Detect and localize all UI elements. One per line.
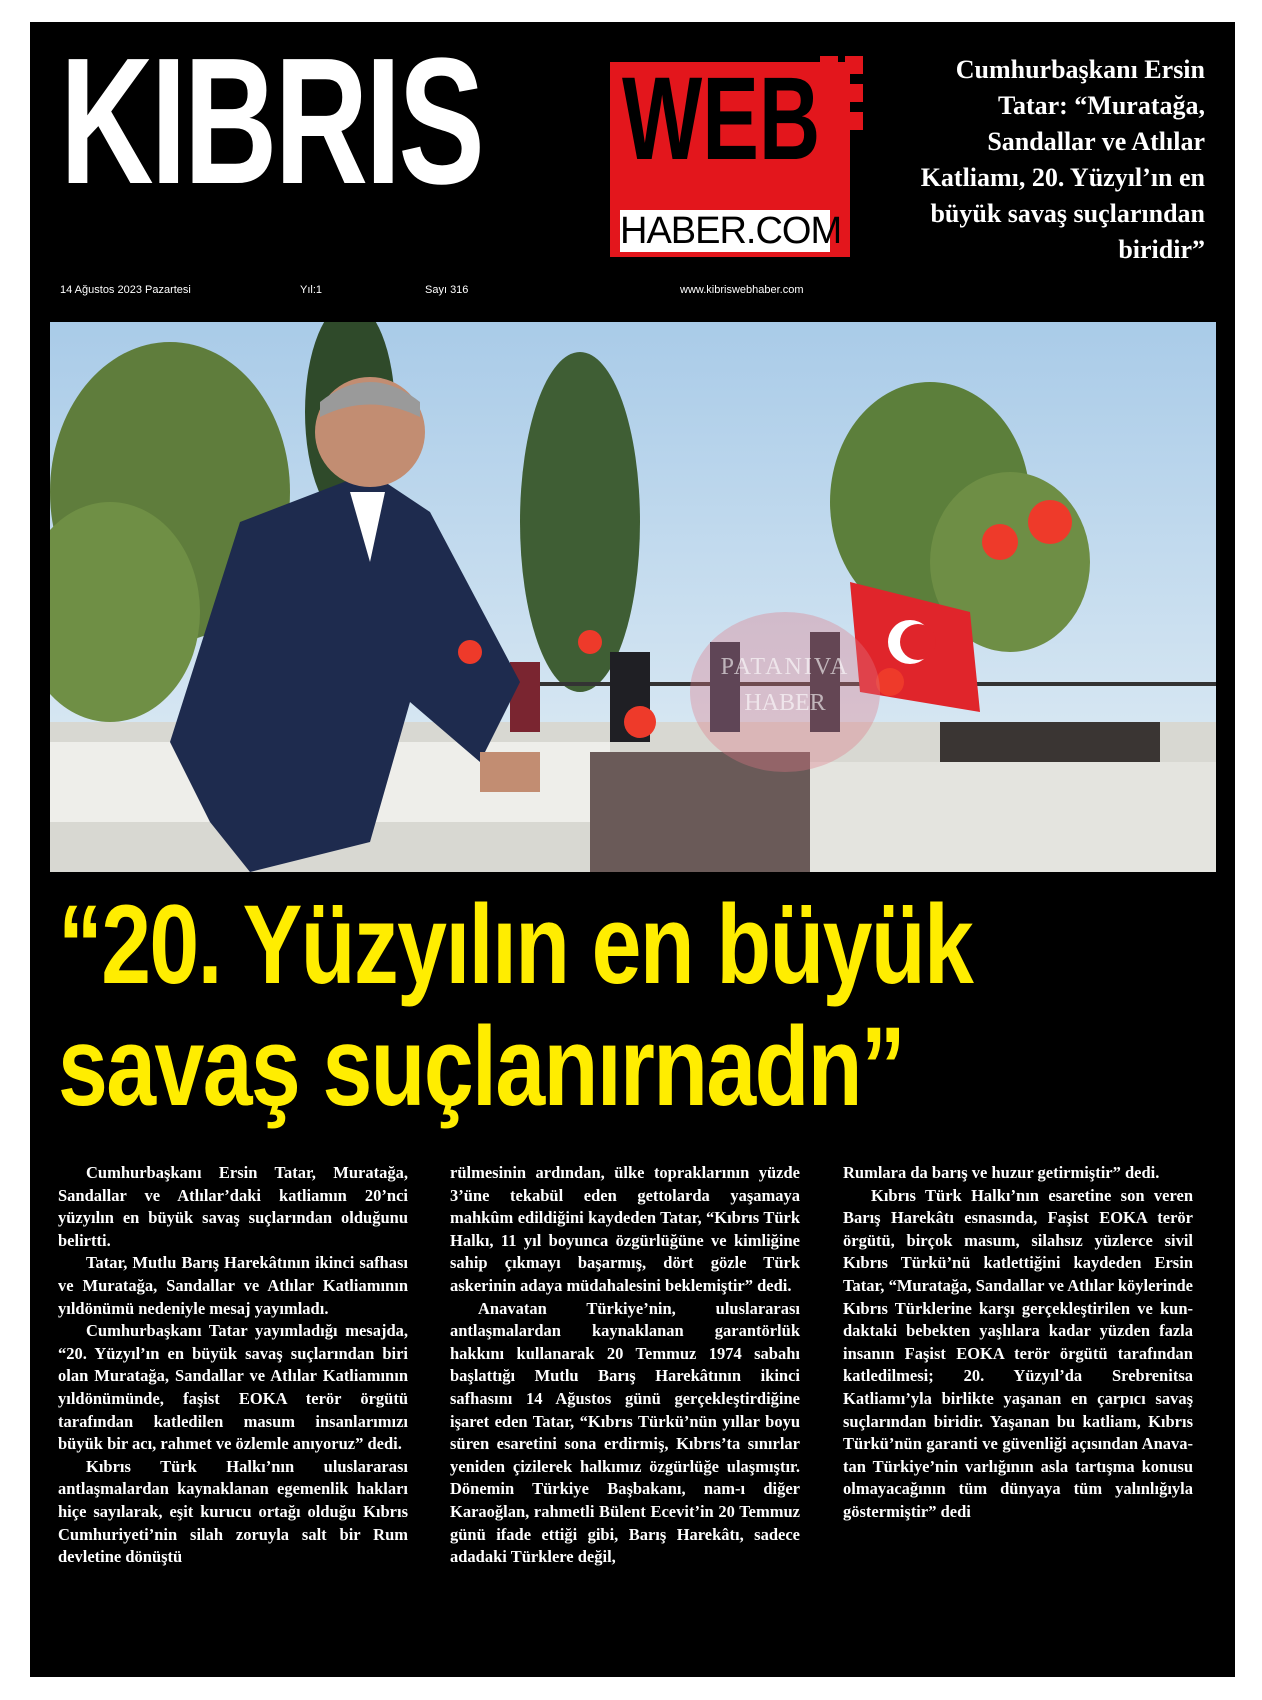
headline-line-1: “20. Yüzyılın en büyük bbox=[58, 882, 973, 1007]
photo-watermark bbox=[690, 612, 880, 772]
article-paragraph: Kıbrıs Türk Halkı’nın esaretine son veren Barış Harekâtı esnasında, Faşist EOKA terör örgütü, birçok masum, silahsız yüzlerce sivil Kıbrıs Türkü’nü katlettiğini kaydeden Ersin Tatar, “Muratağa, Sandallar ve Atlılar köylerinde Kıbrıs Türklerine karşı gerçekleştirilen ve kundaktaki bebekten yaşlılara kadar yüzden fazla insanın Faşist EOKA terör örgütü tarafından katledilmesi; 20. Yüzyıl’da Srebrenitsa Katliamı’yla birlikte yaşanan en çarpıcı savaş suçlarından biridir. Yaşanan bu katliam, Kıbrıs Türkü’nün garanti ve güvenliği açısından Anavatan Türkiye’nin varlığının asla tartışma konusu olmayacağının tüm dünyaya tüm yalınlığıyla göstermiştir” dedi bbox=[843, 1185, 1193, 1521]
article-body bbox=[58, 1162, 1208, 1667]
article-paragraph: Cumhurbaşkanı Tatar yayımladığı mesajda, “20. Yüzyıl’ın en büyük savaş suçlarından biri olan Muratağa, Sandallar ve Atlılar Katliamının yıldönümünde, faşist EOKA terör örgütü tarafından katledilen masum insanlarımızı büyük bir acı, rahmet ve özlemle anıyoruz” dedi. bbox=[58, 1321, 408, 1454]
article-column-2 bbox=[450, 1162, 800, 1569]
main-headline bbox=[58, 884, 1218, 1128]
article-paragraph: rülmesinin ardından, ülke topraklarının yüzde 3’üne tekabül eden gettolarda yaşamaya mahkûm edildiğini kaydeden Tatar, “Kıbrıs Türk Halkı, 11 yıl boyunca özgürlüğüne ve kimliğine sahip çıkmayı başarmış, dört gözle Türk askerinin adaya müdahalesini beklemiştir” dedi. bbox=[450, 1163, 800, 1295]
article-column-1 bbox=[58, 1162, 408, 1569]
side-headline: Cumhurbaşkanı Ersin Tatar: “Muratağa, Sandallar ve Atlılar Katliamı, 20. Yüzyıl’ın en büyük savaş suçlarından biridir” bbox=[920, 55, 1205, 264]
website-link[interactable]: www.kibriswebhaber.com bbox=[680, 284, 804, 296]
article-paragraph: Tatar, Mutlu Barış Harekâtının ikinci safhası ve Muratağa, Sandallar ve Atlılar Katliamının yıldönümü nedeniyle mesaj yayımladı. bbox=[58, 1253, 408, 1318]
article-paragraph: Cumhurbaşkanı Ersin Tatar, Muratağa, Sandallar ve Atlılar’daki katliamın 20’nci yüzyılın en büyük savaş suçlarından olduğunu belirtti. bbox=[58, 1163, 408, 1250]
logo-kibris-text: KIBRIS bbox=[60, 22, 482, 222]
logo-web-text: WEB bbox=[622, 53, 821, 185]
issue-date: 14 Ağustos 2023 Pazartesi bbox=[60, 284, 191, 296]
watermark-line-2: HABER bbox=[744, 690, 826, 716]
main-photo bbox=[50, 322, 1216, 872]
watermark-line-1: PATANIVA bbox=[720, 654, 850, 680]
issue-year: Yıl:1 bbox=[300, 284, 323, 296]
article-column-3 bbox=[843, 1162, 1193, 1524]
article-paragraph: Anavatan Türkiye’nin, uluslararası antlaşmalardan kaynaklanan garantörlük hakkını kullanarak 20 Temmuz 1974 sabahı başlattığı Mutlu Barış Harekâtının ikinci safhasını 14 Ağustos günü gerçekleştirdiğine işaret eden Tatar, “Kıbrıs Türkü’nün yıllar boyu süren esaretini sona erdirmiş, Kıbrıs’ta sınırlar yeniden çizilerek halkımız özgürlüğe ulaşmıştır. Dönemin Türkiye Başbakanı, nam-ı diğer Karaoğlan, rahmetli Bülent Ecevit’in 20 Temmuz günü ifade ettiği gibi, Barış Harekâtı, sadece adadaki Türklere değil, bbox=[450, 1298, 800, 1567]
newspaper-front-page bbox=[30, 22, 1235, 1677]
logo-haber-text: HABER.COM bbox=[620, 210, 842, 252]
headline-line-2: savaş suçlanırnadn” bbox=[58, 1004, 905, 1129]
issue-number: Sayı 316 bbox=[425, 284, 469, 296]
article-paragraph: Kıbrıs Türk Halkı’nın uluslararası antlaşmalardan kaynaklanan egemenlik hakları hiçe sayılarak, eşit kurucu ortağı olduğu Kıbrıs Cumhuriyeti’nin silah zoruyla salt bir Rum devletine dönüştü bbox=[58, 1456, 408, 1567]
article-paragraph: Rumlara da barış ve huzur getirmiştir” dedi. bbox=[843, 1163, 1160, 1182]
